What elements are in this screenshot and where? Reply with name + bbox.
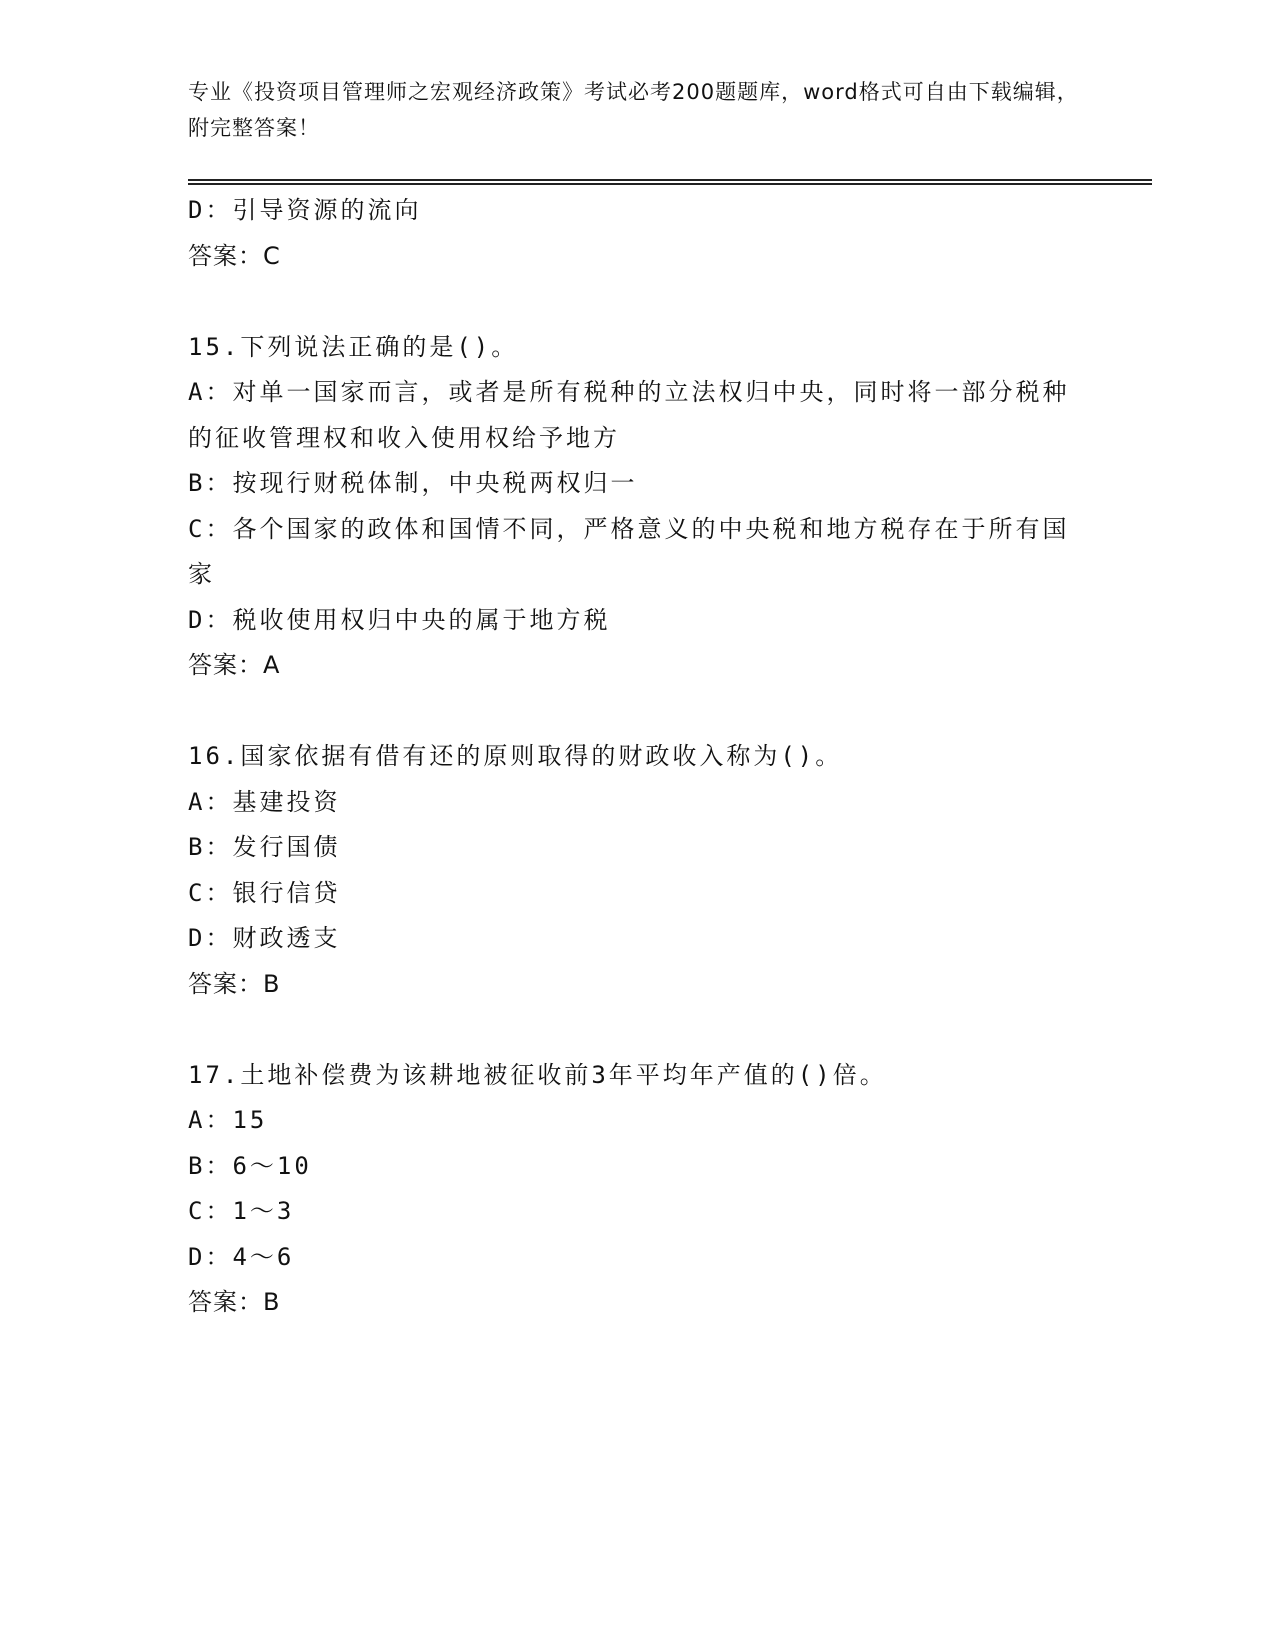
option-b: B：6～10 (188, 1151, 312, 1180)
option-c: C：各个国家的政体和国情不同，严格意义的中央税和地方税存在于所有国家 (188, 514, 1070, 588)
answer: 答案：A (188, 651, 281, 679)
option-c: C：1～3 (188, 1197, 295, 1225)
question-17 (188, 1053, 1088, 1326)
answer: 答案：B (188, 1288, 281, 1316)
question-15 (188, 325, 1088, 689)
option-a: A：15 (188, 1106, 268, 1134)
option-a: A：对单一国家而言，或者是所有税种的立法权归中央，同时将一部分税种的征收管理权和收入使用权给予地方 (188, 378, 1070, 452)
spacer (188, 279, 1088, 325)
option-c: C：银行信贷 (188, 878, 341, 907)
option-d-carryover: D：引导资源的流向 (188, 196, 422, 224)
question-stem: 17.土地补偿费为该耕地被征收前3年平均年产值的()倍。 (188, 1060, 887, 1089)
option-a: A：基建投资 (188, 787, 341, 816)
answer-carryover: 答案：C (188, 241, 281, 270)
answer: 答案：B (188, 969, 281, 998)
spacer (188, 689, 1088, 735)
option-b: B：发行国债 (188, 833, 341, 861)
document-header: 专业《投资项目管理师之宏观经济政策》考试必考200题题库，word格式可自由下载编辑，附完整答案！ (188, 80, 1079, 140)
question-stem: 15.下列说法正确的是()。 (188, 332, 519, 361)
header-divider (188, 179, 1152, 185)
question-content (188, 188, 1088, 1326)
option-d: D：税收使用权归中央的属于地方税 (188, 605, 611, 634)
question-16 (188, 734, 1088, 1007)
option-b: B：按现行财税体制，中央税两权归一 (188, 469, 638, 497)
option-d: D：4～6 (188, 1242, 295, 1271)
question-stem: 16.国家依据有借有还的原则取得的财政收入称为()。 (188, 742, 843, 770)
option-d: D：财政透支 (188, 924, 341, 952)
spacer (188, 1007, 1088, 1053)
